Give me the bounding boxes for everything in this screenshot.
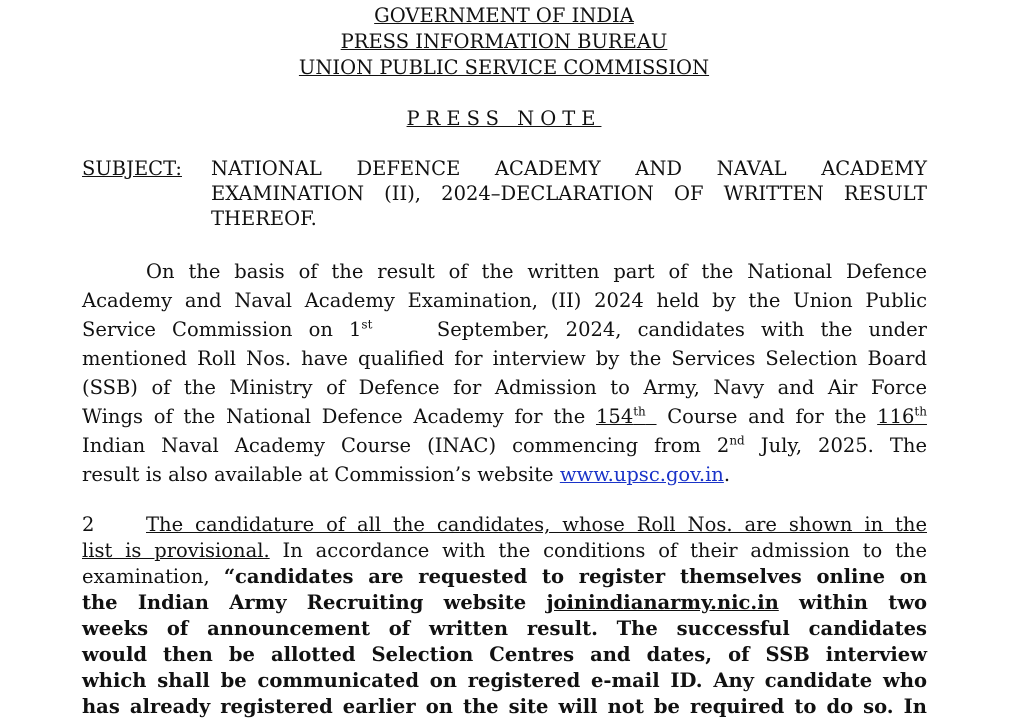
army-recruiting-link[interactable]: joinindianarmy.nic.in (546, 591, 779, 614)
para2-bold-text: weeks of announcement of written result. The successful candidates (82, 617, 927, 640)
para2-bold-text: has already registered earlier on the site will not be required to do so. In (82, 695, 927, 718)
upsc-website-link[interactable]: www.upsc.gov.in (559, 463, 724, 486)
para1-text: Service Commission on 1 (82, 318, 362, 341)
para2-line-6 (82, 640, 927, 669)
subject-line-1: NATIONAL DEFENCE ACADEMY AND NAVAL ACADEMY (211, 157, 927, 180)
header-government: GOVERNMENT OF INDIA (374, 4, 634, 27)
para1-text: Academy and Naval Academy Examination, (II) 2024 held by the Union Public (82, 289, 927, 312)
course-number-116 (877, 405, 927, 428)
para1-line-4 (82, 344, 927, 373)
para2-text: In accordance with the conditions of their admission to the (282, 539, 928, 562)
para1-line-3 (82, 315, 927, 344)
para1-line-6 (82, 402, 927, 431)
para2-bold-text: would then be allotted Selection Centres and dates, of SSB interview (82, 643, 927, 666)
ordinal-suffix: th (633, 404, 646, 419)
press-note-title: PRESS NOTE (406, 107, 602, 130)
course-number: 154 (596, 405, 634, 428)
ordinal-suffix: th (914, 404, 927, 419)
subject-label: SUBJECT: (82, 157, 182, 180)
para1-text: . (723, 463, 731, 486)
para2-line-5 (82, 614, 927, 643)
header-upsc: UNION PUBLIC SERVICE COMMISSION (298, 56, 710, 79)
course-number-154 (596, 405, 657, 428)
para2-number: 2 (82, 513, 95, 536)
para1-text: On the basis of the result of the written part of the National Defence (146, 260, 927, 283)
header-pib: PRESS INFORMATION BUREAU (340, 30, 668, 53)
para2-bold-text: which shall be communicated on registered e-mail ID. Any candidate who (82, 669, 927, 692)
para1-line-1 (146, 257, 927, 286)
para1-line-5 (82, 373, 927, 402)
para1-text: September, 2024, candidates with the under (436, 318, 927, 341)
para1-text: Wings of the National Defence Academy for the (82, 405, 586, 428)
para2-line-7 (82, 666, 927, 695)
para1-text: result is also available at Commission’s website (82, 463, 554, 486)
para2-line-4 (82, 588, 927, 617)
para2-line-3 (82, 562, 927, 591)
para2-line-8 (82, 692, 927, 721)
subject-line-3: THEREOF. (211, 207, 317, 230)
course-number: 116 (877, 405, 915, 428)
para2-text: examination, (82, 565, 210, 588)
para1-text: Course and for the (667, 405, 867, 428)
para1-text: July, 2025. The (760, 434, 928, 457)
para2-bold-text: the Indian Army Recruiting website (82, 591, 527, 614)
para1-text: (SSB) of the Ministry of Defence for Admission to Army, Navy and Air Force (82, 376, 927, 399)
ordinal-suffix: st (361, 317, 373, 332)
para2-line-1 (146, 510, 927, 539)
subject-line-2: EXAMINATION (II), 2024–DECLARATION OF WRITTEN RESULT (211, 182, 927, 205)
para1-line-8 (82, 460, 927, 489)
para2-text: The candidature of all the candidates, whose Roll Nos. are shown in the (146, 513, 927, 536)
para1-text: mentioned Roll Nos. have qualified for interview by the Services Selection Board (82, 347, 927, 370)
para1-line-7 (82, 431, 927, 460)
para2-bold-text: “candidates are requested to register themselves online on (223, 565, 927, 588)
para2-bold-text: within two (799, 591, 928, 614)
para1-line-2 (82, 286, 927, 315)
ordinal-suffix: nd (729, 433, 745, 448)
para2-text: list is provisional. (82, 539, 270, 562)
para1-text: Indian Naval Academy Course (INAC) commencing from 2 (82, 434, 730, 457)
para2-line-2 (82, 536, 927, 565)
